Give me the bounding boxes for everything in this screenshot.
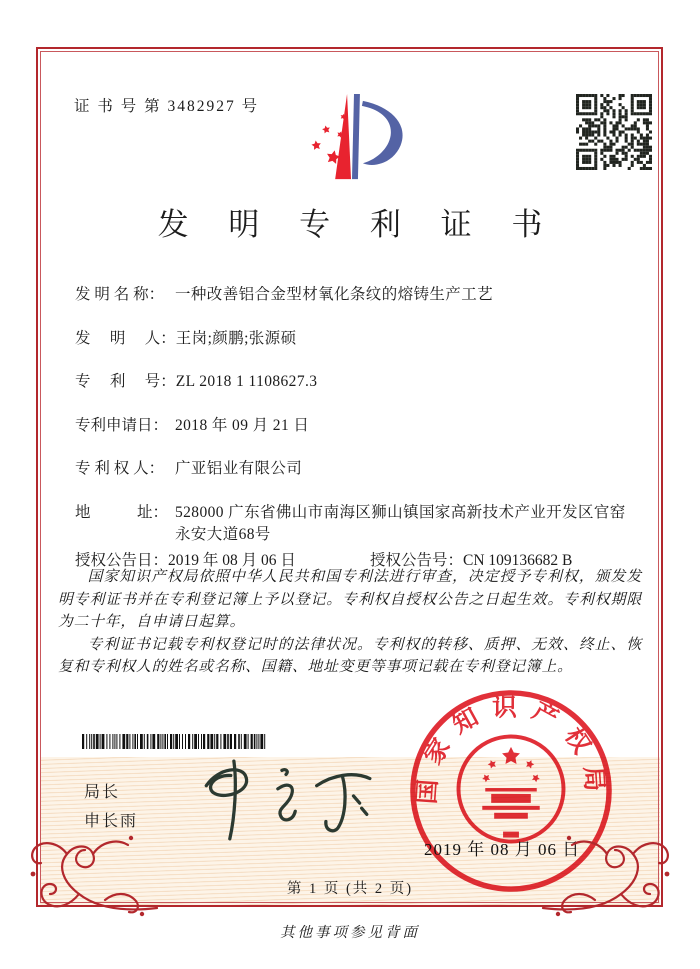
director-name: 申长雨	[84, 813, 139, 830]
field-label: 专利申请日：	[75, 416, 169, 434]
field-value: 一种改善铝合金型材氧化条纹的熔铸生产工艺	[175, 286, 494, 303]
legal-paragraph-2: 专利证书记载专利权登记时的法律状况。专利权的转移、质押、无效、终止、恢复和专利权人的姓名或名称、国籍、地址变更等事项记载在专利登记簿上。	[58, 636, 642, 675]
field-value: 王岗;颜鹏;张源硕	[175, 329, 297, 347]
cnipa-seal-icon	[407, 687, 615, 895]
field-value: ZL 2018 1 1108627.3	[175, 373, 318, 390]
grant-date-value: 2019 年 08 月 06 日	[168, 551, 296, 569]
field-label: 发 明 人：	[75, 329, 176, 347]
certificate-title: 发 明 专 利 证 书	[157, 207, 559, 242]
field-value: 广亚铝业有限公司	[175, 460, 303, 477]
field-address	[75, 502, 641, 546]
grant-number-value: CN 109136682 B	[463, 551, 573, 569]
signature-icon	[185, 753, 385, 845]
field-inventors	[75, 328, 641, 350]
back-note: 其他事项参见背面	[280, 925, 420, 941]
field-value: 2018 年 09 月 21 日	[175, 416, 310, 434]
qr-code-icon	[576, 94, 652, 170]
field-patentee	[75, 458, 641, 480]
field-filing-date	[75, 415, 641, 437]
certificate-number: 证 书 号 第 3482927 号	[74, 98, 260, 115]
grant-date-label: 授权公告日：	[75, 551, 169, 569]
grant-number-label: 授权公告号：	[370, 551, 464, 569]
page-number: 第 1 页 (共 2 页)	[286, 881, 414, 897]
field-label: 发 明 名 称：	[75, 286, 165, 303]
field-list	[75, 284, 641, 572]
director-title: 局长	[84, 784, 121, 801]
field-label: 地 址：	[75, 503, 169, 521]
barcode-icon	[82, 734, 268, 749]
field-label: 专 利 号：	[75, 373, 176, 390]
field-patent-number	[75, 371, 641, 393]
field-value: 528000 广东省佛山市南海区狮山镇国家高新技术产业开发区官窑永安大道68号	[175, 503, 626, 543]
field-invention-name	[75, 284, 641, 306]
seal-text: 国家知识产权局	[413, 694, 609, 805]
seal-date: 2019 年 08 月 06 日	[424, 840, 581, 859]
legal-text	[58, 566, 642, 679]
cnipa-logo-icon	[283, 88, 423, 192]
legal-paragraph-1: 国家知识产权局依照中华人民共和国专利法进行审查，决定授予专利权，颁发发明专利证书并在专利登记簿上予以登记。专利权自授权公告之日起生效。专利权期限为二十年，自申请日起算。	[58, 569, 642, 630]
field-label: 专 利 权 人：	[75, 460, 165, 477]
